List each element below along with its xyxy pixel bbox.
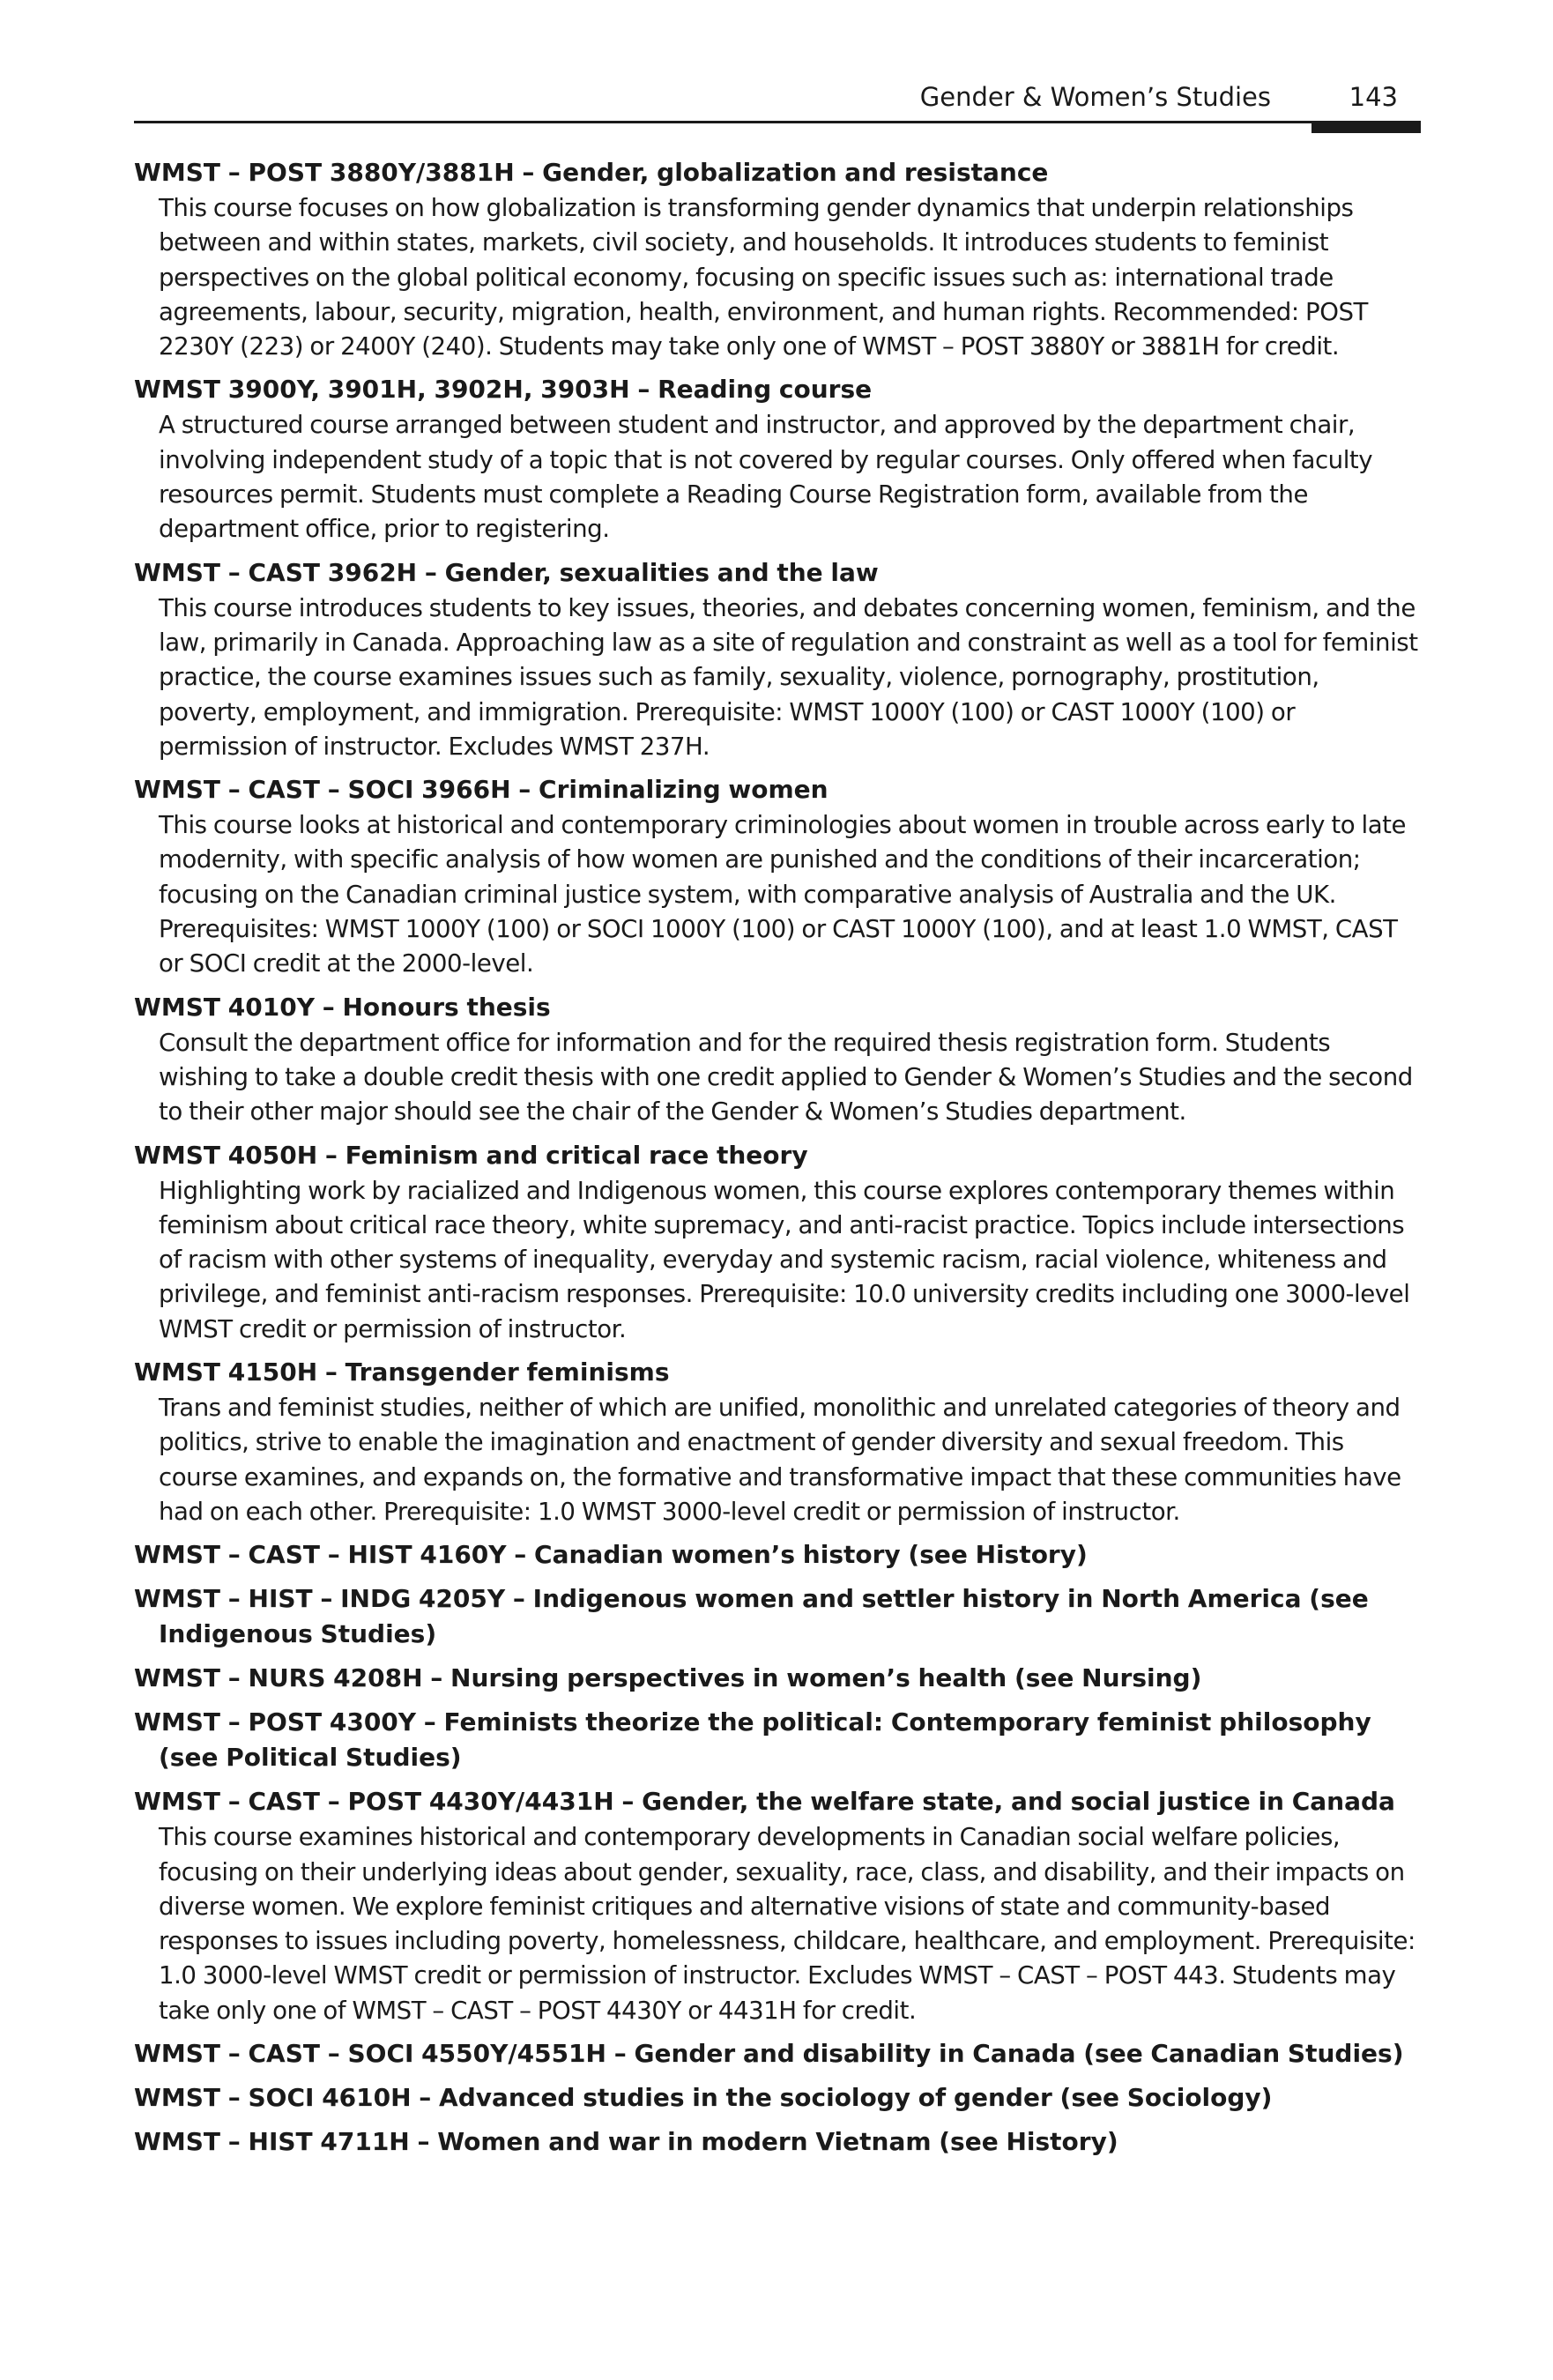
course-entry (134, 1537, 1421, 1573)
course-entry (134, 2036, 1421, 2071)
course-description: Trans and feminist studies, neither of which are unified, monolithic and unrelated categories of theory and politics, strive to enable the imagination and enactment of gender diversity and sexual freedom. This course examines, and expands on, the formative and transformative impact that these communities have had on each other. Prerequisite: 1.0 WMST 3000-level credit or permission of instructor. (159, 1393, 1401, 1526)
course-title: WMST – CAST – SOCI 3966H – Criminalizing women (134, 775, 829, 805)
page-header (134, 78, 1421, 123)
course-entry (134, 372, 1421, 546)
course-description: A structured course arranged between student and instructor, and approved by the department chair, involving independent study of a topic that is not covered by regular courses. Only offered when faculty resources permit. Students must complete a Reading Course Registration form, available from the department office, prior to registering. (159, 410, 1373, 544)
header-rule (134, 121, 1421, 123)
course-entry (134, 1355, 1421, 1528)
course-entry (134, 2080, 1421, 2116)
course-description: This course introduces students to key issues, theories, and debates concerning women, feminism, and the law, primarily in Canada. Approaching law as a site of regulation and constraint as well as a tool for feminist practice, the course examines issues such as family, sexuality, violence, pornography, prostitution, poverty, employment, and immigration. Prerequisite: WMST 1000Y (100) or CAST 1000Y (100) or permission of instructor. Excludes WMST 237H. (159, 592, 1418, 761)
course-description: Highlighting work by racialized and Indigenous women, this course explores contemporary themes within feminism about critical race theory, white supremacy, and anti-racist practice. Topics include intersections of racism with other systems of inequality, everyday and systemic racism, racial violence, whiteness and privilege, and feminist anti-racism responses. Prerequisite: 10.0 university credits including one 3000-level WMST credit or permission of instructor. (159, 1175, 1410, 1343)
course-title: WMST – HIST 4711H – Women and war in modern Vietnam (see History) (134, 2126, 1118, 2156)
course-list (134, 155, 1421, 2168)
course-title: WMST – SOCI 4610H – Advanced studies in the sociology of gender (see Sociology) (134, 2082, 1273, 2112)
course-entry (134, 1138, 1421, 1346)
course-entry (134, 1581, 1421, 1652)
course-entry (134, 155, 1421, 363)
course-title: WMST 4010Y – Honours thesis (134, 992, 551, 1022)
course-title: WMST – NURS 4208H – Nursing perspectives in women’s health (see Nursing) (134, 1663, 1202, 1693)
course-entry (134, 1705, 1421, 1775)
course-entry (134, 2124, 1421, 2160)
course-title: WMST – POST 4300Y – Feminists theorize the political: Contemporary feminist philosophy (see Political Studies) (134, 1707, 1371, 1773)
course-entry (134, 1784, 1421, 2027)
course-entry (134, 1661, 1421, 1696)
course-title: WMST – HIST – INDG 4205Y – Indigenous women and settler history in North America (see Indigenous Studies) (134, 1584, 1369, 1649)
course-description: This course examines historical and contemporary developments in Canadian social welfare policies, focusing on their underlying ideas about gender, sexuality, race, class, and disability, and their impacts on diverse women. We explore feminist critiques and alternative visions of state and community-based responses to issues including poverty, homelessness, childcare, healthcare, and employment. Prerequisite: 1.0 3000-level WMST credit or permission of instructor. Excludes WMST – CAST – POST 443. Students may take only one of WMST – CAST – POST 4430Y or 4431H for credit. (159, 1822, 1416, 2025)
course-title: WMST 3900Y, 3901H, 3902H, 3903H – Reading course (134, 375, 873, 405)
course-title: WMST – CAST – SOCI 4550Y/4551H – Gender and disability in Canada (see Canadian Studies) (134, 2038, 1404, 2068)
course-entry (134, 555, 1421, 763)
header-tab-block (1312, 121, 1421, 133)
course-description: This course focuses on how globalization is transforming gender dynamics that underpin relationships between and within states, markets, civil society, and households. It introduces students to feminist perspectives on the global political economy, focusing on specific issues such as: international trade agreements, labour, security, migration, health, environment, and human rights. Recommended: POST 2230Y (223) or 2400Y (240). Students may take only one of WMST – POST 3880Y or 3881H for credit. (159, 193, 1368, 361)
course-description: Consult the department office for information and for the required thesis registration form. Students wishing to take a double credit thesis with one credit applied to Gender & Women’s Studies and the second to their other major should see the chair of the Gender & Women’s Studies department. (159, 1027, 1413, 1127)
page-number: 143 (1349, 82, 1398, 112)
course-title: WMST 4050H – Feminism and critical race theory (134, 1140, 808, 1170)
course-title: WMST – CAST – POST 4430Y/4431H – Gender, the welfare state, and social justice in Canada (134, 1787, 1395, 1817)
course-entry (134, 772, 1421, 980)
course-title: WMST – CAST – HIST 4160Y – Canadian women’s history (see History) (134, 1540, 1088, 1570)
course-title: WMST – POST 3880Y/3881H – Gender, globalization and resistance (134, 158, 1049, 187)
course-description: This course looks at historical and contemporary criminologies about women in trouble across early to late modernity, with specific analysis of how women are punished and the conditions of their incarceration; focusing on the Canadian criminal justice system, with comparative analysis of Australia and the UK. Prerequisites: WMST 1000Y (100) or SOCI 1000Y (100) or CAST 1000Y (100), and at least 1.0 WMST, CAST or SOCI credit at the 2000-level. (159, 810, 1407, 978)
running-head: Gender & Women’s Studies (919, 82, 1271, 112)
course-title: WMST – CAST 3962H – Gender, sexualities and the law (134, 557, 879, 587)
course-entry (134, 990, 1421, 1129)
course-title: WMST 4150H – Transgender feminisms (134, 1357, 670, 1387)
